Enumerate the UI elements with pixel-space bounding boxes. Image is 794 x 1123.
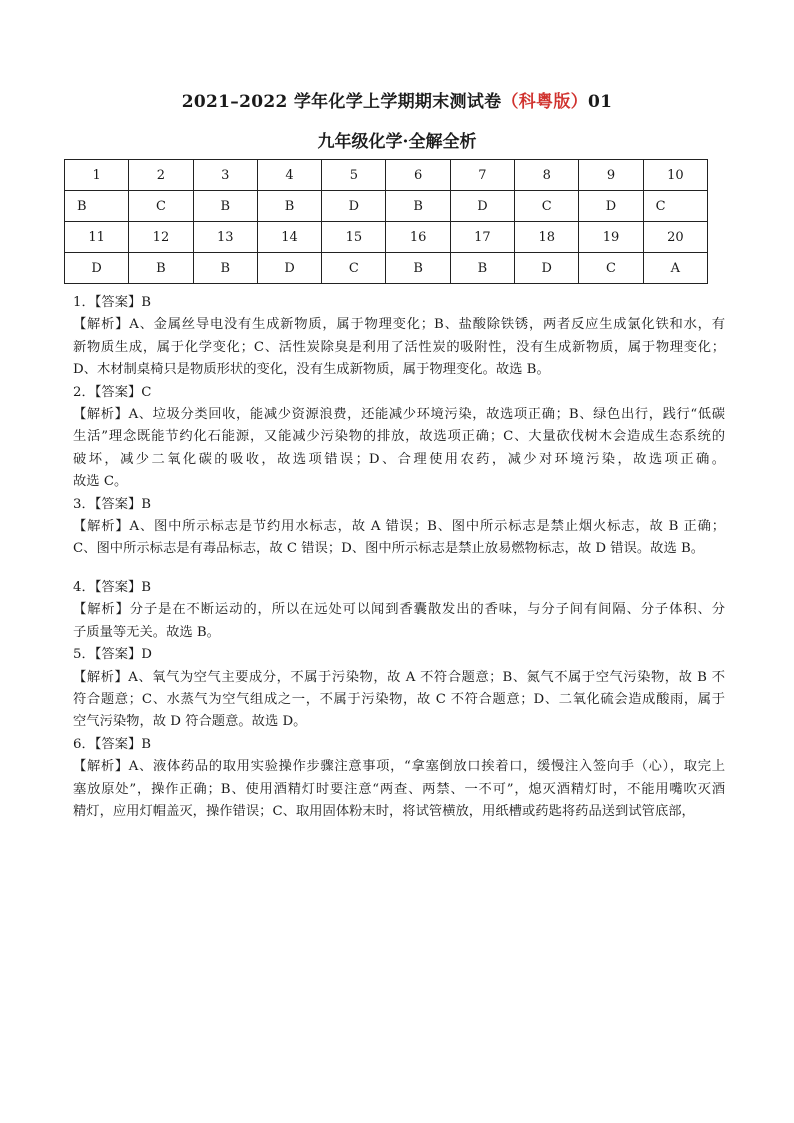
explanation-line: 符合题意；C、水蒸气为空气组成之一，不属于污染物，故 C 不符合题意；D、二氧化硫会造成酸雨，属于	[73, 691, 725, 707]
answer-table-cell: C	[579, 253, 643, 284]
answer-table-cell: B	[129, 253, 193, 284]
explanation-line: 破坏，减少二氧化碳的吸收，故选项错误；D、合理使用农药，减少对环境污染，故选项正确。	[73, 451, 725, 467]
explanation-line: 空气污染物，故 D 符合题意。故选 D。	[73, 714, 307, 730]
answer-table-cell: 19	[579, 222, 643, 253]
title-prefix: 2021–2022 学年化学上学期期末测试卷	[181, 92, 502, 112]
answer-table-cell: C	[129, 191, 193, 222]
answer-table-answer-row	[65, 253, 708, 284]
answer-table-answer-row	[65, 191, 708, 222]
answer-table-cell: B	[257, 191, 321, 222]
answer-table-cell: A	[643, 253, 707, 284]
explanations	[73, 292, 725, 823]
answer-table-cell: B	[386, 253, 450, 284]
answer-table-cell: 8	[515, 160, 579, 191]
explanation-line: 塞放原处”，操作正确；B、使用酒精灯时要注意“两查、两禁、一不可”，熄灭酒精灯时，不能用嘴吹灭酒	[73, 781, 725, 797]
answer-heading: 3．【答案】B	[73, 496, 152, 512]
answer-table-cell: 15	[322, 222, 386, 253]
answer-table-cell: C	[322, 253, 386, 284]
answer-table	[64, 159, 708, 284]
answer-table-cell: B	[193, 253, 257, 284]
answer-table-cell: B	[193, 191, 257, 222]
page-title	[0, 87, 794, 112]
answer-heading: 4．【答案】B	[73, 579, 152, 595]
explanation-line: 【解析】A、图中所示标志是节约用水标志，故 A 错误；B、图中所示标志是禁止烟火标志，故 B 正确；	[73, 519, 725, 535]
answer-table-cell: 17	[450, 222, 514, 253]
answer-table-number-row	[65, 160, 708, 191]
answer-table-cell: D	[322, 191, 386, 222]
explanation-line: 【解析】A、氧气为空气主要成分，不属于污染物，故 A 不符合题意；B、氮气不属于空气污染物，故 B 不	[73, 669, 725, 685]
explanation-line: 精灯，应用灯帽盖灭，操作错误；C、取用固体粉末时，将试管横放，用纸槽或药匙将药品送到试管底部，	[73, 803, 695, 819]
answer-table-cell: B	[450, 253, 514, 284]
answer-table-cell: 1	[65, 160, 129, 191]
explanation-line: 【解析】分子是在不断运动的，所以在远处可以闻到香囊散发出的香味，与分子间有间隔、分子体积、分	[73, 602, 725, 618]
answer-heading: 2．【答案】C	[73, 384, 152, 400]
explanation-line: D、木材制桌椅只是物质形状的变化，没有生成新物质，属于物理变化。故选 B。	[73, 362, 550, 378]
explanation-line: 生活”理念既能节约化石能源，又能减少污染物的排放，故选项正确；C、大量砍伐树木会造成生态系统的	[73, 429, 725, 445]
explanation-line: 子质量等无关。故选 B。	[73, 624, 220, 640]
answer-table-cell: D	[579, 191, 643, 222]
explanation-line: 【解析】A、金属丝导电没有生成新物质，属于物理变化；B、盐酸除铁锈，两者反应生成氯化铁和水，有	[73, 317, 725, 333]
answer-heading: 1．【答案】B	[73, 295, 152, 310]
answer-table-cell: D	[515, 253, 579, 284]
answer-table-cell: 9	[579, 160, 643, 191]
answer-table-cell: D	[65, 253, 129, 284]
title-edition: （科粤版）	[501, 92, 588, 112]
answer-table-cell: 7	[450, 160, 514, 191]
answer-table-cell: 3	[193, 160, 257, 191]
answer-table-cell: 4	[257, 160, 321, 191]
answer-table-number-row	[65, 222, 708, 253]
answer-table-cell: 12	[129, 222, 193, 253]
answer-heading: 5．【答案】D	[73, 647, 152, 663]
answer-table-cell: B	[386, 191, 450, 222]
explanation-line: 故选 C。	[73, 474, 128, 490]
answer-table-cell: 2	[129, 160, 193, 191]
explanation-line: C、图中所示标志是有毒品标志，故 C 错误；D、图中所示标志是禁止放易燃物标志，故 D 错误。故选 B。	[73, 541, 705, 557]
answer-heading: 6．【答案】B	[73, 736, 152, 752]
explanation-line: 【解析】A、垃圾分类回收，能减少资源浪费，还能减少环境污染，故选项正确；B、绿色出行，践行“低碳	[73, 407, 725, 423]
answer-table-cell: 13	[193, 222, 257, 253]
answer-table-cell: D	[450, 191, 514, 222]
answer-table-cell: 10	[643, 160, 707, 191]
answer-table-cell: 16	[386, 222, 450, 253]
title-suffix: 01	[587, 92, 613, 112]
explanation-line: 【解析】A、液体药品的取用实验操作步骤注意事项，“拿塞倒放口挨着口，缓慢注入签向手（心），取完上	[73, 759, 725, 775]
answer-table-cell: 5	[322, 160, 386, 191]
answer-table-cell: 14	[257, 222, 321, 253]
page-subtitle: 九年级化学·全解全析	[317, 132, 477, 152]
answer-table-cell: 20	[643, 222, 707, 253]
answer-table-cell: C	[515, 191, 579, 222]
answer-table-cell: 6	[386, 160, 450, 191]
explanation-line: 新物质生成，属于化学变化；C、活性炭除臭是利用了活性炭的吸附性，没有生成新物质，属于物理变化；	[73, 339, 725, 355]
answer-table-cell: 11	[65, 222, 129, 253]
answer-table-cell: 18	[515, 222, 579, 253]
answer-table-cell: B	[65, 191, 129, 222]
answer-table-cell: C	[643, 191, 707, 222]
answer-table-cell: D	[257, 253, 321, 284]
